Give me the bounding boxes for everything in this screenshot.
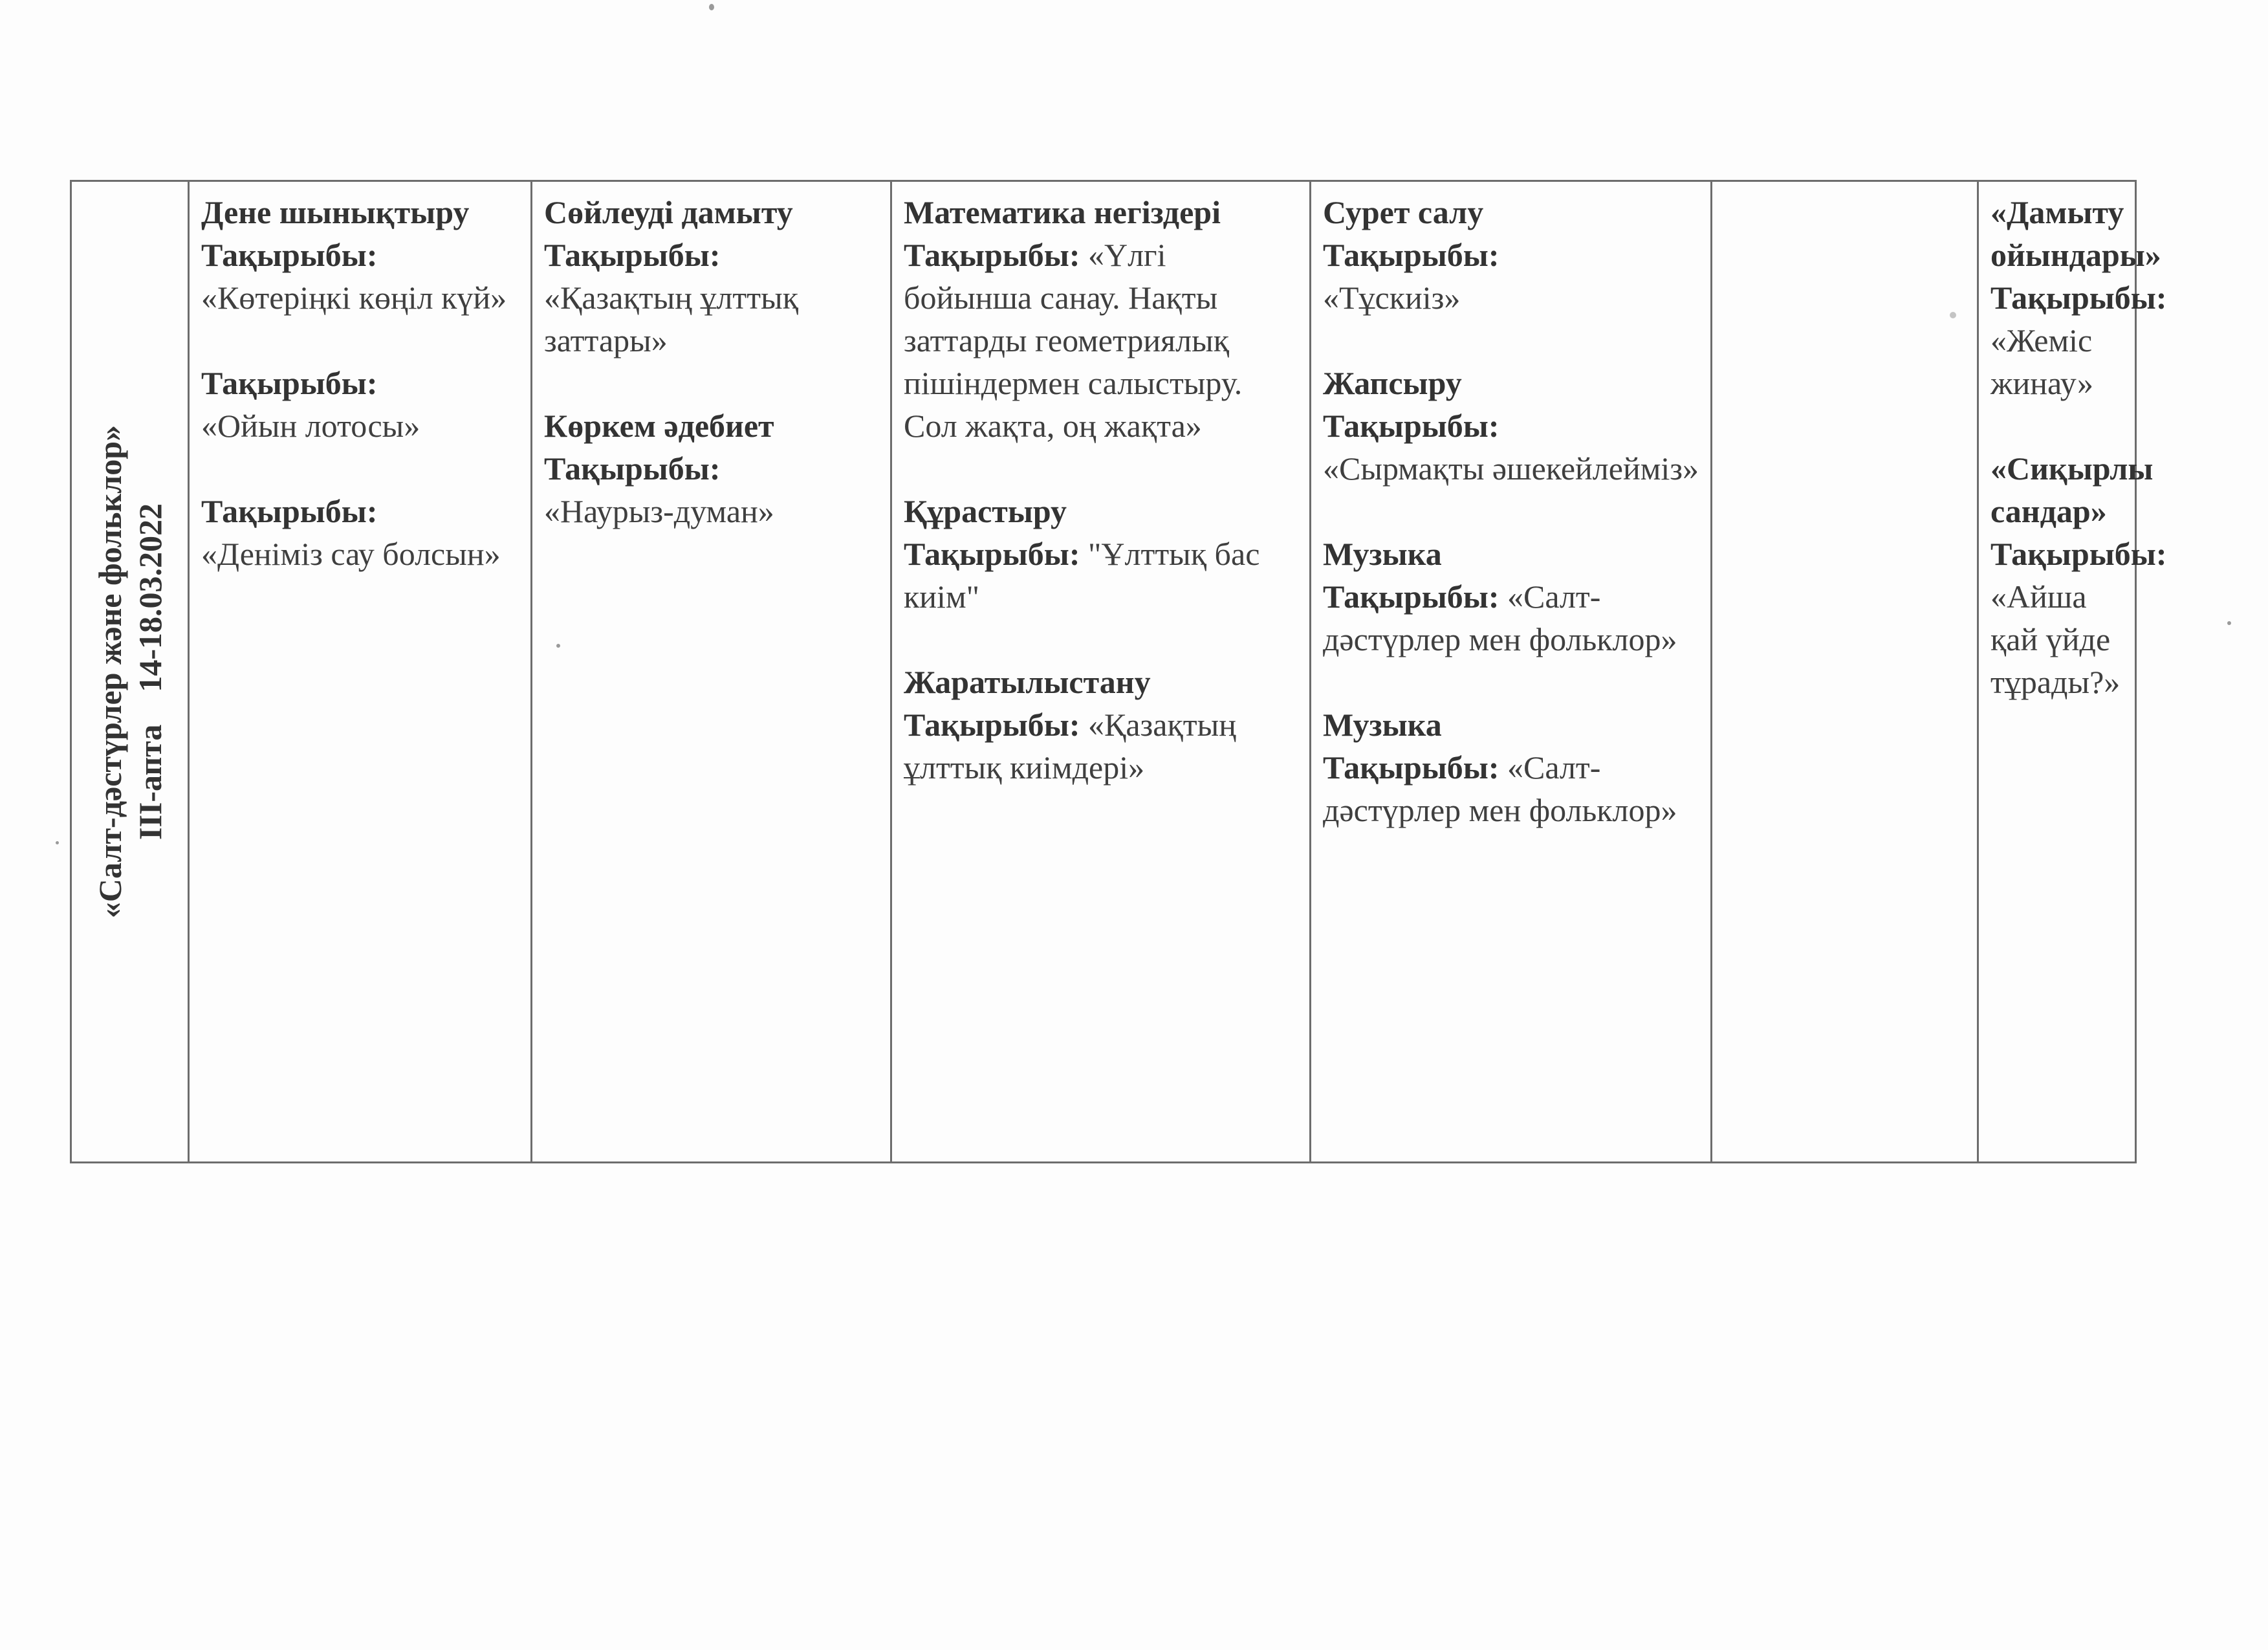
week-theme-cell [71, 181, 189, 1163]
block [904, 490, 1298, 618]
block [904, 661, 1298, 789]
topic-text: «Салт-дәстүрлер мен фольклор» [1323, 749, 1677, 828]
column-empty [1712, 181, 1978, 1163]
subject-name: «Дамыту ойындары» [1990, 194, 2161, 273]
topic-text: «Ойын лотосы» [201, 408, 420, 444]
block [1323, 533, 1699, 661]
topic-text: "Ұлттық бас киім" [904, 536, 1260, 615]
week-theme-label [90, 186, 170, 1157]
week-number: III-апта [131, 724, 168, 841]
block [904, 191, 1298, 447]
column-mathematics [891, 181, 1311, 1163]
topic-text: «Айша қай үйде тұрады?» [1990, 578, 2121, 700]
topic-label: Тақырыбы: [1323, 578, 1499, 615]
topic-text: «Тұскиіз» [1323, 280, 1461, 316]
topic-text: «Көтеріңкі көңіл күй» [201, 280, 507, 316]
scan-speck [56, 841, 59, 844]
topic-text: «Салт-дәстүрлер мен фольклор» [1323, 578, 1677, 657]
table-row [71, 181, 2136, 1163]
column-physical-education [189, 181, 532, 1163]
scan-speck [709, 4, 714, 10]
topic-label: Тақырыбы: [1990, 280, 2167, 316]
topic-label: Тақырыбы: [201, 493, 378, 529]
weekly-plan-table [70, 180, 2167, 1163]
topic-text: «Наурыз-думан» [544, 493, 774, 529]
scan-speck [1950, 312, 1956, 318]
scan-speck [2227, 621, 2231, 625]
block [544, 404, 878, 533]
subject-name: Жаратылыстану [904, 664, 1151, 700]
week-dates: 14-18.03.2022 [131, 503, 168, 692]
topic-text: «Жеміс жинау» [1990, 322, 2093, 401]
week-theme-title: «Салт-дәстүрлер және фольклор» [91, 424, 128, 919]
block [201, 191, 519, 319]
block [1990, 191, 2167, 404]
column-speech-development [532, 181, 891, 1163]
block [1323, 703, 1699, 831]
topic-text: «Сырмақты әшекейлейміз» [1323, 450, 1699, 487]
topic-label: Тақырыбы: [1990, 536, 2167, 572]
topic-label: Тақырыбы: [1323, 749, 1499, 786]
topic-label: Тақырыбы: [544, 237, 721, 273]
block [1990, 447, 2167, 703]
subject-name: Жапсыру [1323, 365, 1462, 401]
subject-name: Сурет салу [1323, 194, 1484, 230]
topic-text: «Үлгі бойынша санау. Нақты заттарды геометриялық пішіндермен салыстыру. Сол жақта, оң жақта» [904, 237, 1243, 444]
block [1323, 191, 1699, 319]
subject-name: Көркем әдебиет [544, 408, 774, 444]
subject-name: Математика негіздері [904, 194, 1221, 230]
column-art-and-music [1311, 181, 1712, 1163]
topic-label: Тақырыбы: [904, 707, 1080, 743]
subject-name: Дене шынықтыру [201, 194, 470, 230]
subject-name: Музыка [1323, 707, 1442, 743]
block [201, 362, 519, 447]
topic-label: Тақырыбы: [904, 237, 1080, 273]
block [201, 490, 519, 575]
column-development-games [1978, 181, 2167, 1163]
topic-text: «Қазақтың ұлттық заттары» [544, 280, 799, 358]
block [1323, 362, 1699, 490]
block [544, 191, 878, 362]
subject-name: Музыка [1323, 536, 1442, 572]
topic-label: Тақырыбы: [1323, 408, 1499, 444]
topic-label: Тақырыбы: [201, 365, 378, 401]
subject-name: Құрастыру [904, 493, 1067, 529]
scan-speck [556, 644, 560, 648]
subject-name: Сөйлеуді дамыту [544, 194, 793, 230]
topic-label: Тақырыбы: [904, 536, 1080, 572]
topic-text: «Деніміз сау болсын» [201, 536, 501, 572]
week-number-and-dates [130, 186, 170, 1157]
topic-label: Тақырыбы: [1323, 237, 1499, 273]
subject-name: «Сиқырлы сандар» [1990, 450, 2154, 529]
topic-label: Тақырыбы: [544, 450, 721, 487]
topic-text: «Қазақтың ұлттық киімдері» [904, 707, 1236, 786]
topic-label: Тақырыбы: [201, 237, 378, 273]
